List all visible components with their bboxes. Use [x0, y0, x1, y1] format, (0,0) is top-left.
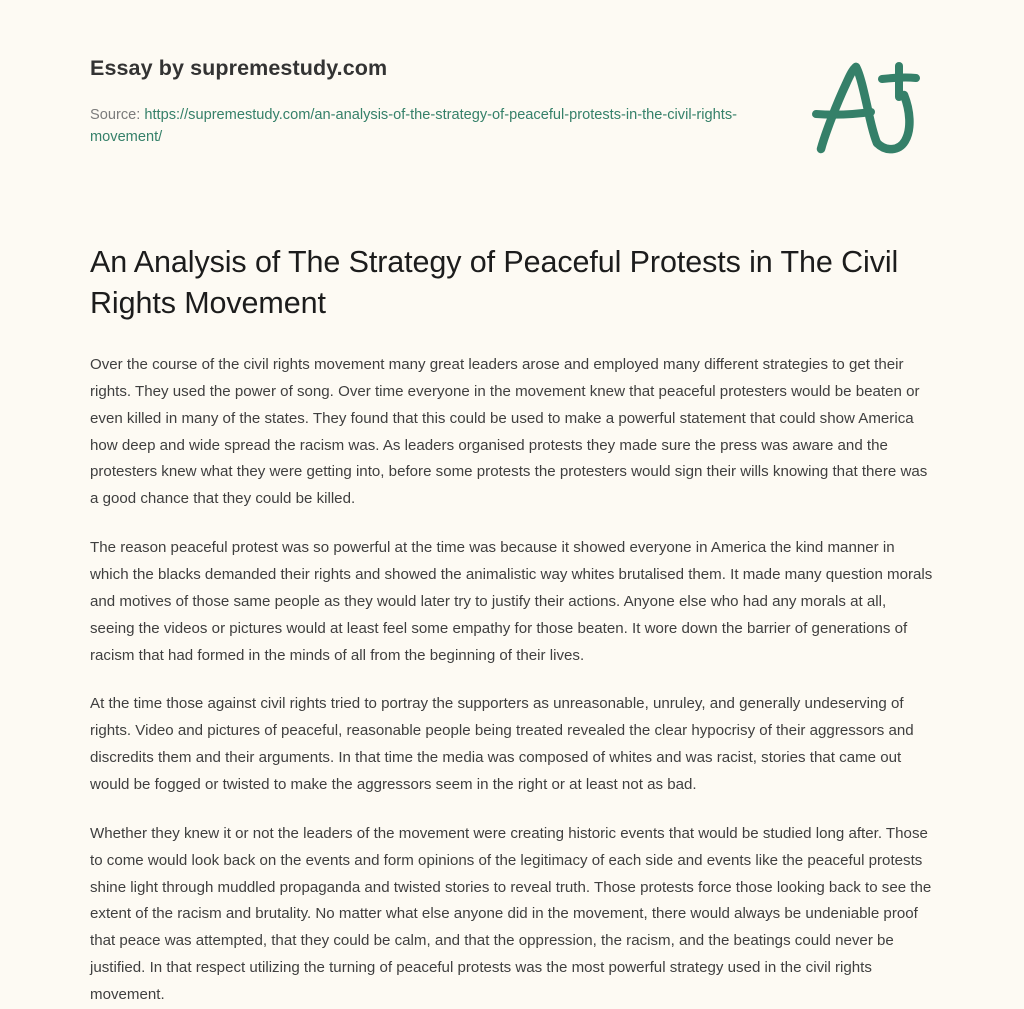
source-line — [90, 104, 750, 149]
essay-body — [90, 325, 934, 1009]
source-url-link[interactable]: https://supremestudy.com/an-analysis-of-the-strategy-of-peaceful-protests-in-the-civil-rights-movement/ — [90, 106, 737, 146]
a-plus-logo-icon — [792, 48, 942, 168]
paragraph-1: Over the course of the civil rights movement many great leaders arose and employed many different strategies to get their rights. They used the power of song. Over time everyone in the movement knew that peaceful protesters would be beaten or even killed in many of the states. They found that this could be used to make a powerful statement that could show America how deep and wide spread the racism was. As leaders organised protests they made sure the press was aware and the protesters knew what they were getting into, before some protests the protesters would sign their wills knowing that there was a good chance that they could be killed. — [90, 355, 928, 508]
page-title: An Analysis of The Strategy of Peaceful Protests in The Civil Rights Movement — [90, 245, 899, 321]
source-label: Source: — [90, 106, 141, 123]
paragraph-2: The reason peaceful protest was so powerful at the time was because it showed everyone in America the kind manner in which the blacks demanded their rights and showed the animalistic way whites brutalised them. It made many question morals and motives of those same people as they would later try to justify their actions. Anyone else who had any morals at all, seeing the videos or pictures would at least feel some empathy for those beaten. It wore down the barrier of generations of racism that had formed in the minds of all from the beginning of their lives. — [90, 539, 933, 664]
paragraph-3: At the time those against civil rights tried to portray the supporters as unreasonable, unruley, and generally undeserving of rights. Video and pictures of peaceful, reasonable people being treated revealed the clear hypocrisy of their aggressors and discredits them and their arguments. In that time the media was composed of whites and was racist, stories that came out would be fogged or twisted to make the aggressors seem in the right or at least not as bad. — [90, 695, 914, 793]
paragraph-4: Whether they knew it or not the leaders of the movement were creating historic events that would be studied long after. Those to come would look back on the events and form opinions of the legitimacy of each side and events like the peaceful protests shine light through muddled propaganda and twisted stories to reveal truth. Those protests force those looking back to see the extent of the racism and brutality. No matter what else anyone did in the movement, there would always be undeniable proof that peace was attempted, that they could be calm, and that the oppression, the racism, and the beatings could never be justified. In that respect utilizing the turning of peaceful protests was the most powerful strategy used in the civil rights movement. — [90, 824, 932, 1003]
document-header — [90, 0, 934, 149]
brand-line: Essay by supremestudy.com — [90, 56, 388, 80]
